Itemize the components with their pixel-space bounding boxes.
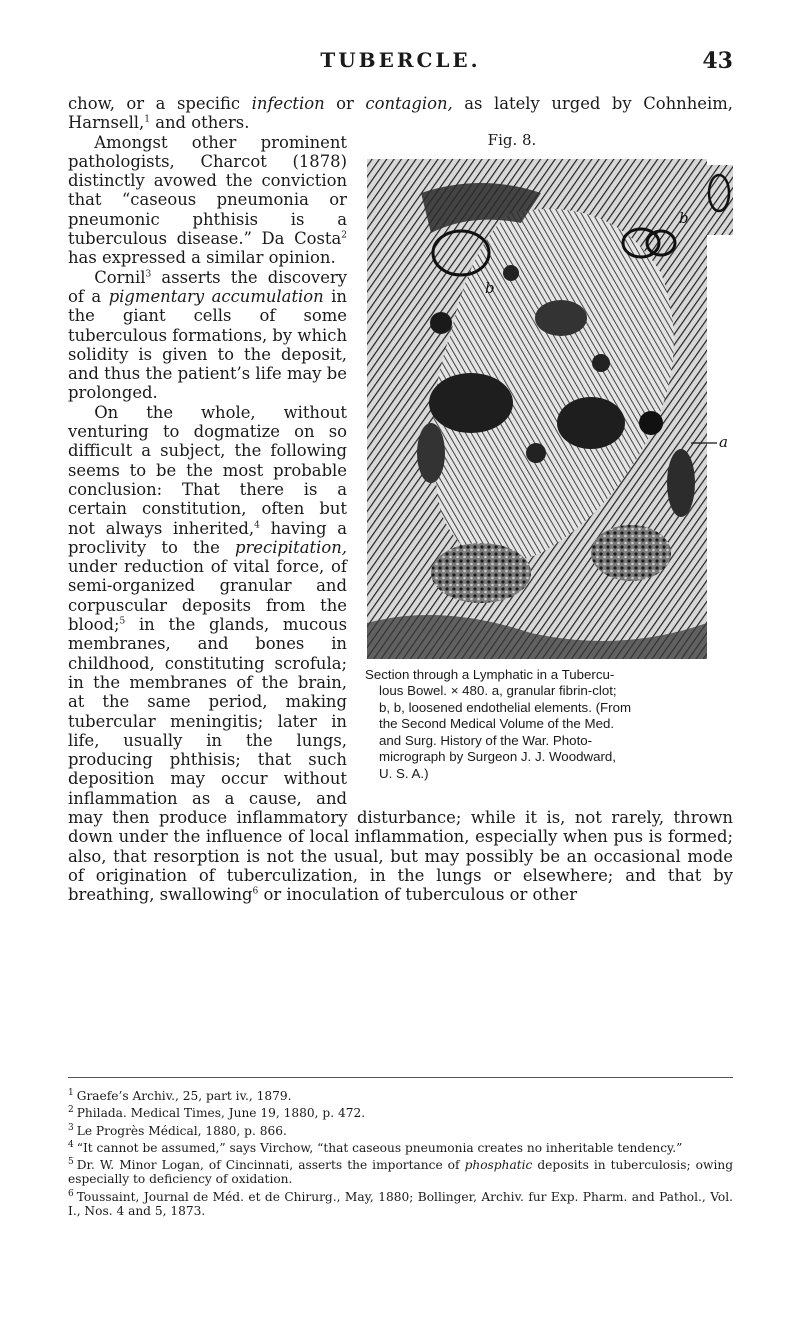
micrograph-image [361, 153, 733, 663]
footnote-4: $^4$ “It cannot be assumed,” says Virchow, “that caseous pneumonia creates no inheritable tendency.” [68, 1139, 683, 1155]
footnote-ref-1: 1 [144, 114, 150, 125]
footnotes [68, 1077, 733, 1218]
caption-line: micrograph by Surgeon J. J. Woodward, [379, 749, 616, 765]
caption-line: Section through a Lymphatic in a Tubercu- [365, 666, 615, 682]
paragraph-3: Cornil$^3$ asserts the discovery of a pigmentary accumulation in the giant cells of some tuberculous formations, by which solidity is given to the deposit, and thus the patient’s life may be prolonged. [68, 267, 347, 403]
footnote-6: $^6$ Toussaint, Journal de Méd. et de Chirurg., May, 1880; Bollinger, Archiv. fur Exp. Pharm. and Pathol., Vol. I., Nos. 4 and 5, 1873. [68, 1188, 733, 1218]
label-b-upper: b [679, 208, 689, 227]
figure-caption [365, 667, 733, 783]
footnote-1: $^1$ Graefe’s Archiv., 25, part iv., 1879. [68, 1088, 292, 1104]
caption-line: lous Bowel. × 480. a, granular fibrin-clot; [379, 683, 617, 699]
caption-line: b, b, loosened endothelial elements. (From [379, 699, 632, 715]
footnote-ref-3: 3 [145, 269, 152, 280]
page-header [68, 48, 733, 84]
paragraph-4: On the whole, without venturing to dogmatize on so difficult a subject, the following seems to be the most probable conclusion: That there is a certain constitution, often but not always inherited,$^4$ having a proclivity to the precipitation, under reduction of vital force, of semi-organized granular and corpuscular deposits from the blood;$^5$ in the glands, mucous membranes, and bones in childhood, constituting scrofula; in the membranes of the brain, at the same period, making tubercular meningitis; later in life, usually in the lungs, producing phthisis; that such deposition may occur without inflammation as a cause, and may then produce inflammatory disturbance; while it is, not rarely, thrown down under the influence of local inflammation, especially when pus is formed; also, that resorption is not the usual, but may possibly be an occasional mode of origination of tuberculization, in the lungs or elsewhere; and that by breathing, swallowing$^6$ or inoculation of tuberculous or other [68, 402, 733, 905]
figure-8 [361, 130, 733, 789]
label-a: a [719, 432, 728, 451]
body-text [68, 94, 733, 904]
caption-line: the Second Medical Volume of the Med. [379, 716, 615, 732]
caption-line: and Surg. History of the War. Photo- [379, 732, 593, 748]
footnote-2: $^2$ Philada. Medical Times, June 19, 1880, p. 472. [68, 1105, 366, 1121]
caption-line: U. S. A.) [379, 765, 429, 781]
footnote-5: $^5$ Dr. W. Minor Logan, of Cincinnati, asserts the importance of phosphatic deposits in tuberculosis; owing especially to deficiency of oxidation. [68, 1157, 733, 1187]
footnote-ref-6: 6 [252, 886, 259, 897]
footnote-ref-4: 4 [254, 520, 260, 531]
page-number: 43 [702, 48, 733, 74]
paragraph-1: chow, or a specific infection or contagion, as lately urged by Cohnheim, Harnsell,$^1$ and others. [68, 94, 733, 133]
footnote-ref-2: 2 [341, 230, 347, 241]
figure-label: Fig. 8. [487, 130, 537, 149]
label-b-lower: b [485, 278, 495, 297]
footnote-3: $^3$ Le Progrès Médical, 1880, p. 866. [68, 1122, 287, 1138]
paragraph-2: Amongst other prominent pathologists, Charcot (1878) distinctly avowed the conviction that “caseous pneumonia or pneumonic phthisis is a tuberculous disease.” Da Costa$^2$ has expressed a similar opinion. [68, 132, 347, 268]
running-head: TUBERCLE. [320, 48, 481, 72]
footnote-ref-5: 5 [119, 616, 126, 627]
